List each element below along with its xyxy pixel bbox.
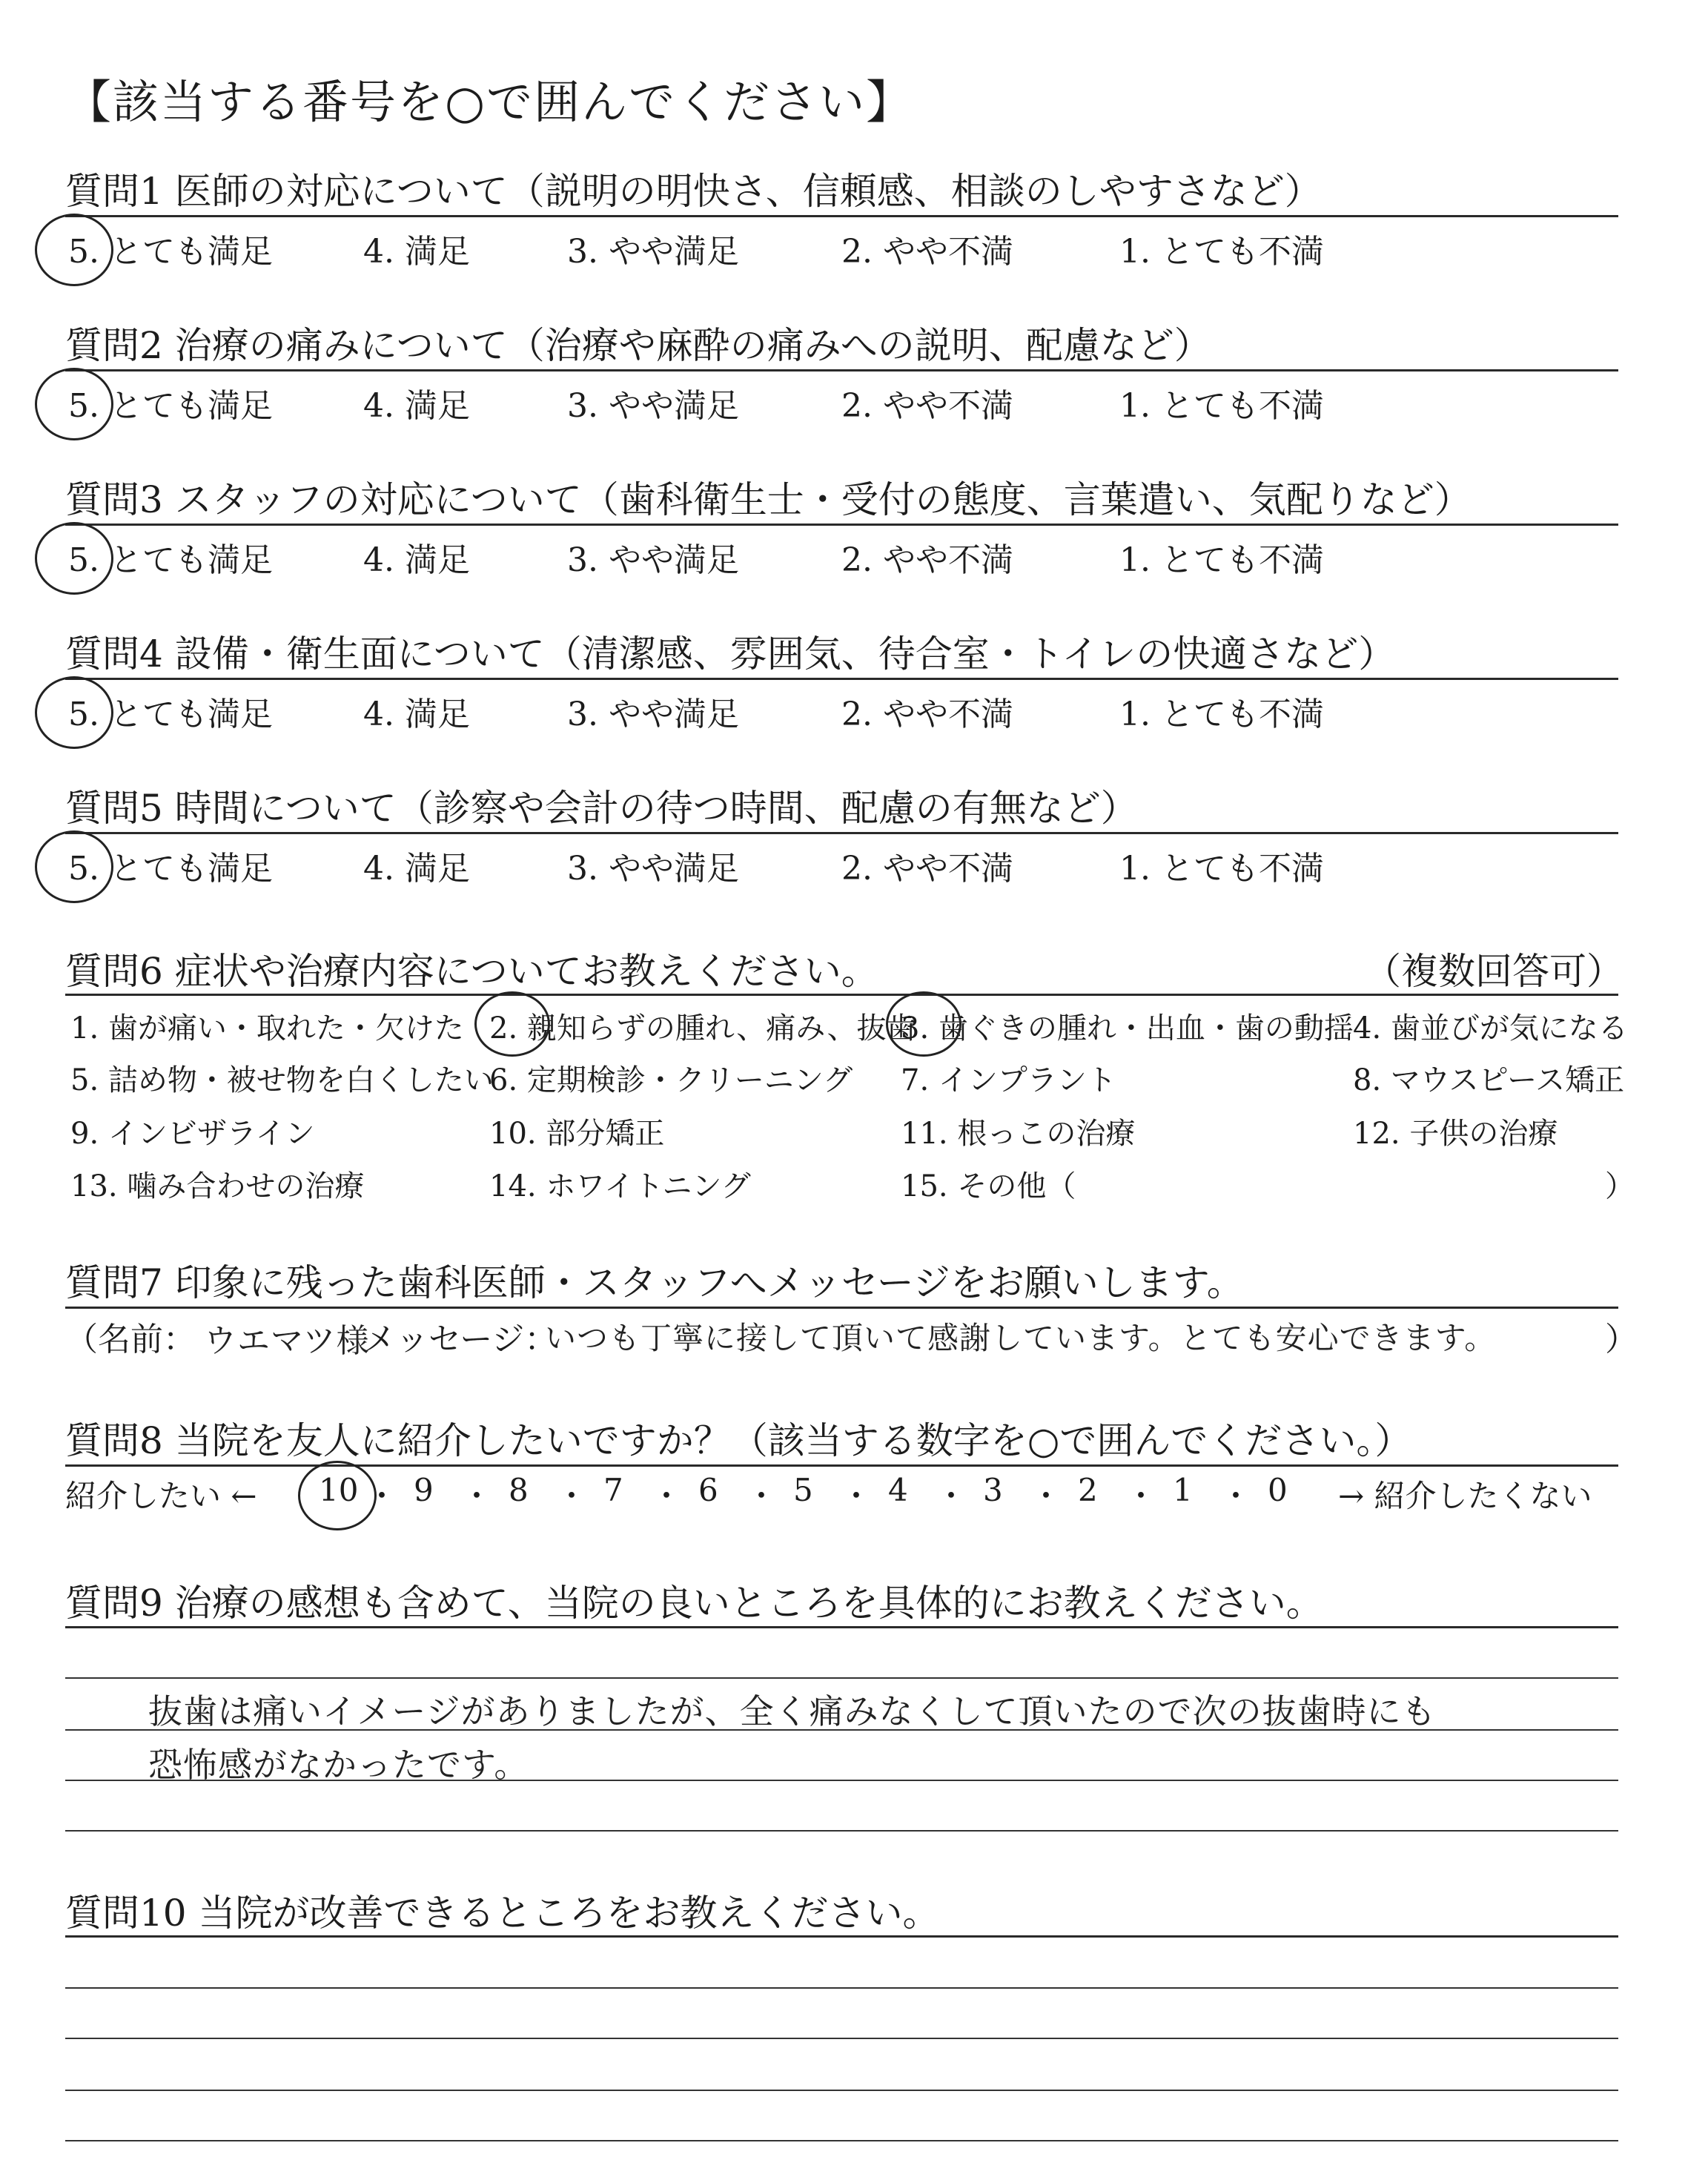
q1-option[interactable]: 2. やや不満 xyxy=(841,233,1013,271)
q8-rule xyxy=(65,1464,1618,1467)
q7-close: ） xyxy=(1605,1321,1638,1358)
q3-option[interactable]: 2. やや不満 xyxy=(841,541,1013,579)
q8-separator: ・ xyxy=(366,1478,398,1514)
q5-option[interactable]: 4. 満足 xyxy=(363,850,470,888)
q8-scale-value[interactable]: 1 xyxy=(1173,1472,1193,1508)
q8-separator: ・ xyxy=(936,1478,967,1514)
q8-right-label: → 紹介したくない xyxy=(1338,1478,1592,1514)
q1-rule xyxy=(65,215,1618,217)
q10-title: 質問10 当院が改善できるところをお教えください。 xyxy=(65,1892,940,1935)
selection-circle xyxy=(35,830,113,903)
selection-circle xyxy=(474,991,550,1057)
q6-option[interactable]: 4. 歯並びが気になる xyxy=(1353,1011,1628,1046)
q9-line xyxy=(65,1830,1618,1832)
q9-rule xyxy=(65,1626,1618,1628)
q1-title: 質問1 医師の対応について（説明の明快さ、信頼感、相談のしやすさなど） xyxy=(65,170,1322,213)
q8-separator: ・ xyxy=(461,1478,493,1514)
q8-separator: ・ xyxy=(746,1478,778,1514)
q5-option[interactable]: 1. とても不満 xyxy=(1119,850,1324,888)
q5-rule xyxy=(65,832,1618,834)
selection-circle xyxy=(35,214,113,286)
q8-separator: ・ xyxy=(556,1478,588,1514)
q3-option[interactable]: 1. とても不満 xyxy=(1119,541,1324,579)
q5-option[interactable]: 3. やや満足 xyxy=(567,850,739,888)
q5-option[interactable]: 5. とても満足 xyxy=(68,850,273,888)
q6-option[interactable]: 5. 詰め物・被せ物を白くしたい xyxy=(70,1063,494,1097)
q4-option[interactable]: 2. やや不満 xyxy=(841,696,1013,733)
q5-option[interactable]: 2. やや不満 xyxy=(841,850,1013,888)
q8-scale-value[interactable]: 10 xyxy=(319,1472,359,1508)
q6-other-close: ） xyxy=(1605,1169,1635,1203)
q6-option[interactable]: 13. 噛み合わせの治療 xyxy=(70,1169,365,1203)
q6-option[interactable]: 9. インビザライン xyxy=(70,1117,315,1151)
q3-title: 質問3 スタッフの対応について（歯科衛生士・受付の態度、言葉遣い、気配りなど） xyxy=(65,478,1472,521)
q3-option[interactable]: 5. とても満足 xyxy=(68,541,273,579)
q8-scale-value[interactable]: 3 xyxy=(983,1472,1003,1508)
q8-scale-value[interactable]: 8 xyxy=(509,1472,529,1508)
q6-option[interactable]: 1. 歯が痛い・取れた・欠けた xyxy=(70,1011,464,1046)
q8-scale-value[interactable]: 4 xyxy=(888,1472,908,1508)
q10-line xyxy=(65,1987,1618,1989)
q6-note: （複数回答可） xyxy=(1364,950,1623,993)
q6-option[interactable]: 10. 部分矯正 xyxy=(489,1117,665,1151)
page-title: 【該当する番号を○で囲んでください】 xyxy=(65,75,914,129)
q2-rule xyxy=(65,369,1618,371)
q6-option[interactable]: 2. 親知らずの腫れ、痛み、抜歯 xyxy=(489,1011,916,1046)
q8-separator: ・ xyxy=(1125,1478,1157,1514)
q8-scale-value[interactable]: 6 xyxy=(698,1472,718,1508)
q6-option[interactable]: 15. その他（ xyxy=(901,1169,1076,1203)
q1-option[interactable]: 4. 満足 xyxy=(363,233,470,271)
q8-separator: ・ xyxy=(1220,1478,1252,1514)
q4-option[interactable]: 1. とても不満 xyxy=(1119,696,1324,733)
q8-separator: ・ xyxy=(841,1478,873,1514)
q4-option[interactable]: 3. やや満足 xyxy=(567,696,739,733)
q4-title: 質問4 設備・衛生面について（清潔感、雰囲気、待合室・トイレの快適さなど） xyxy=(65,633,1396,676)
q8-scale-value[interactable]: 5 xyxy=(793,1472,813,1508)
selection-circle xyxy=(886,991,961,1057)
q8-scale-value[interactable]: 2 xyxy=(1078,1472,1098,1508)
selection-circle xyxy=(35,368,113,440)
q8-scale-value[interactable]: 7 xyxy=(603,1472,623,1508)
q6-option[interactable]: 11. 根っこの治療 xyxy=(901,1117,1136,1151)
q7-message-label: メッセージ： xyxy=(363,1321,557,1358)
q8-separator: ・ xyxy=(651,1478,683,1514)
q3-rule xyxy=(65,524,1618,526)
q8-scale-value[interactable]: 9 xyxy=(414,1472,434,1508)
q6-option[interactable]: 14. ホワイトニング xyxy=(489,1169,751,1203)
q2-option[interactable]: 1. とても不満 xyxy=(1119,387,1324,425)
q10-line xyxy=(65,2090,1618,2091)
q10-line xyxy=(65,2140,1618,2141)
q6-option[interactable]: 6. 定期検診・クリーニング xyxy=(489,1063,853,1097)
q8-separator: ・ xyxy=(1030,1478,1062,1514)
q9-title: 質問9 治療の感想も含めて、当院の良いところを具体的にお教えください。 xyxy=(65,1582,1323,1625)
q2-option[interactable]: 2. やや不満 xyxy=(841,387,1013,425)
q3-option[interactable]: 3. やや満足 xyxy=(567,541,739,579)
q1-option[interactable]: 5. とても満足 xyxy=(68,233,273,271)
q3-option[interactable]: 4. 満足 xyxy=(363,541,470,579)
q1-option[interactable]: 3. やや満足 xyxy=(567,233,739,271)
q4-option[interactable]: 4. 満足 xyxy=(363,696,470,733)
q2-option[interactable]: 3. やや満足 xyxy=(567,387,739,425)
q10-line xyxy=(65,2038,1618,2039)
q6-option[interactable]: 7. インプラント xyxy=(901,1063,1116,1097)
q4-option[interactable]: 5. とても満足 xyxy=(68,696,273,733)
q2-option[interactable]: 5. とても満足 xyxy=(68,387,273,425)
q6-rule xyxy=(65,994,1618,996)
q6-option[interactable]: 12. 子供の治療 xyxy=(1353,1117,1558,1151)
q7-name-label: （名前： xyxy=(65,1321,196,1358)
selection-circle xyxy=(298,1461,377,1530)
q7-name-value[interactable]: ウエマツ様 xyxy=(204,1322,370,1360)
q5-title: 質問5 時間について（診察や会計の待つ時間、配慮の有無など） xyxy=(65,787,1138,830)
q7-rule xyxy=(65,1307,1618,1309)
q10-rule xyxy=(65,1935,1618,1938)
q8-title: 質問8 当院を友人に紹介したいですか？（該当する数字を○で囲んでください。） xyxy=(65,1419,1412,1462)
q9-answer-line1[interactable]: 抜歯は痛いイメージがありましたが、全く痛みなくして頂いたので次の抜歯時にも xyxy=(148,1691,1437,1731)
q1-option[interactable]: 1. とても不満 xyxy=(1119,233,1324,271)
q7-message-value[interactable]: いつも丁寧に接して頂いて感謝しています。とても安心できます。 xyxy=(545,1320,1497,1356)
q8-scale-value[interactable]: 0 xyxy=(1268,1472,1288,1508)
q8-left-label: 紹介したい ← xyxy=(65,1478,257,1514)
q2-option[interactable]: 4. 満足 xyxy=(363,387,470,425)
q9-answer-line2[interactable]: 恐怖感がなかったです。 xyxy=(148,1745,529,1785)
q2-title: 質問2 治療の痛みについて（治療や麻酔の痛みへの説明、配慮など） xyxy=(65,324,1211,367)
q6-option[interactable]: 8. マウスピース矯正 xyxy=(1353,1063,1625,1097)
q6-title: 質問6 症状や治療内容についてお教えください。 xyxy=(65,950,878,993)
selection-circle xyxy=(35,676,113,749)
selection-circle xyxy=(35,522,113,595)
q6-option[interactable]: 3. 歯ぐきの腫れ・出血・歯の動揺 xyxy=(901,1011,1354,1046)
q4-rule xyxy=(65,678,1618,680)
q7-title: 質問7 印象に残った歯科医師・スタッフへメッセージをお願いします。 xyxy=(65,1261,1244,1304)
q9-line xyxy=(65,1677,1618,1679)
